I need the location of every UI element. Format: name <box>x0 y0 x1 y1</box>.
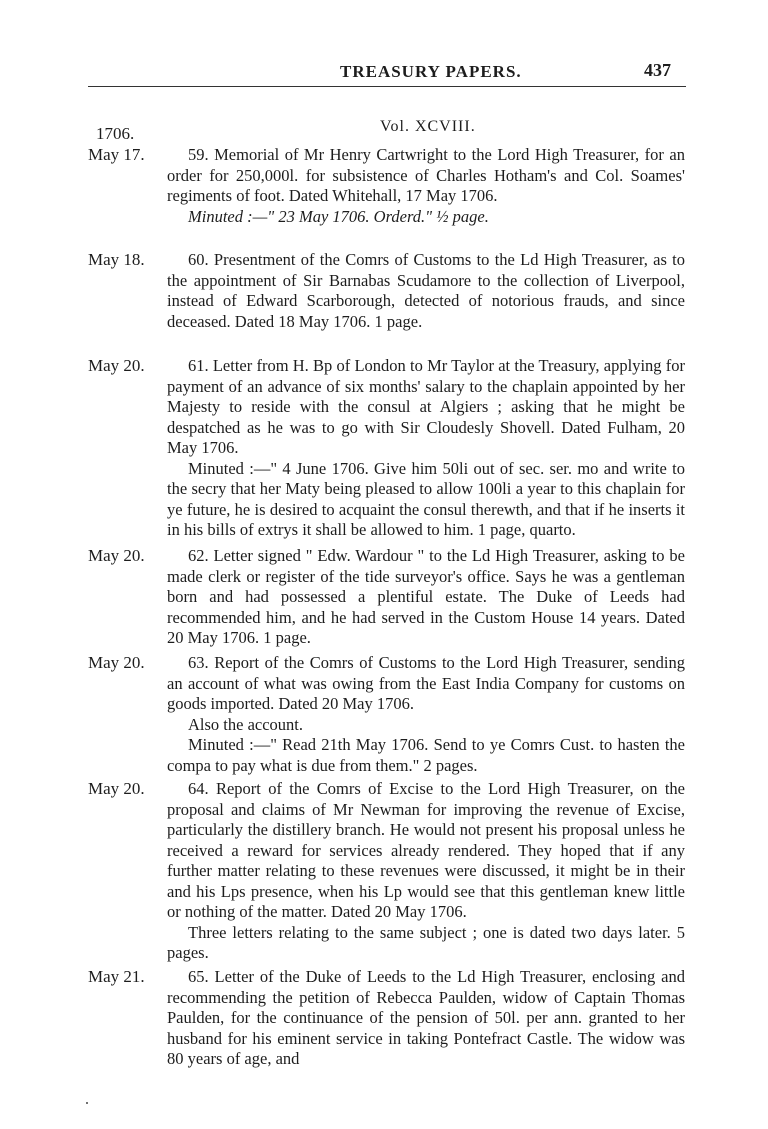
entry-date: May 21. <box>88 967 145 986</box>
entry-text: 65. Letter of the Duke of Leeds to the Ld High Treasurer, enclosing and recommending the petition of Rebecca Paulden, widow of Captain Thomas Paulden, for the continuance of the pension of 50l. per ann. granted to her husband for his eminent service in taking Pontefract Castle. The widow was 80 years of age, and <box>167 967 685 1068</box>
page-number: 437 <box>644 60 671 80</box>
header-rule <box>88 86 686 87</box>
entry-body <box>167 546 685 649</box>
entry-date: May 20. <box>88 546 145 565</box>
entry-text: 62. Letter signed " Edw. Wardour " to the Ld High Treasurer, asking to be made clerk or register of the tide surveyor's office. Says he was a gentleman born and had possessed a plentiful estate. The Duke of Leeds had recommended him, and he had served in the Custom House 14 years. Dated 20 May 1706. 1 page. <box>167 546 685 647</box>
header-title: TREASURY PAPERS. <box>340 62 522 81</box>
entry-extra: Also the account. <box>188 714 304 734</box>
entry-body <box>167 145 685 227</box>
entry-body <box>167 653 685 776</box>
entry-date: May 20. <box>88 779 145 798</box>
entry-date: May 20. <box>88 653 145 672</box>
entry-body <box>167 356 685 541</box>
entry-minute: Minuted :—" Read 21th May 1706. Send to ye Comrs Cust. to hasten the compa to pay what is due from them." 2 pages. <box>167 735 685 775</box>
entry-text: 59. Memorial of Mr Henry Cartwright to the Lord High Treasurer, for an order for 250,000l. for subsistence of Charles Hotham's and Col. Soames' regiments of foot. Dated Whitehall, 17 May 1706. <box>167 145 685 205</box>
running-header <box>0 58 768 88</box>
entry-date: May 17. <box>88 145 145 164</box>
entry-text: 64. Report of the Comrs of Excise to the Lord High Treasurer, on the proposal and claims of Mr Newman for improving the revenue of Excise, particularly the distillery branch. He would not present his proposal unless he received a reward for services already rendered. They hoped that if any further matter relating to these revenues were discussed, it might be in their and his Lps presence, when his Lp would see that this gentleman knew little or nothing of the matter. Dated 20 May 1706. <box>167 779 685 921</box>
entry-extra: Three letters relating to the same subject ; one is dated two days later. 5 pages. <box>167 922 685 962</box>
entry-body <box>167 250 685 332</box>
entry-text: 63. Report of the Comrs of Customs to the Lord High Treasurer, sending an account of what was owing from the East India Company for customs on goods imported. Dated 20 May 1706. <box>167 653 685 713</box>
entry-date: May 18. <box>88 250 145 269</box>
entry-date: May 20. <box>88 356 145 375</box>
volume-heading: Vol. XCVIII. <box>380 118 476 135</box>
entry-text: 61. Letter from H. Bp of London to Mr Taylor at the Treasury, applying for payment of an advance of six months' salary to the chaplain appointed by her Majesty to reside with the consul at Algiers ; asking that he might be despatched as he was to go with Sir Cloudesly Shovell. Dated Fulham, 20 May 1706. <box>167 356 685 457</box>
entry-body <box>167 967 685 1070</box>
year-label: 1706. <box>96 124 135 143</box>
entry-minute: Minuted :—" 4 June 1706. Give him 50li out of sec. ser. mo and write to the secry that her Maty being pleased to allow 100li a year to this chaplain for ye future, he is desired to acquaint the consul therewth, and that if he inserts it in his bills of extrys it shall be allowed to him. 1 page, quarto. <box>167 458 685 539</box>
entry-text: 60. Presentment of the Comrs of Customs to the Ld High Treasurer, as to the appointment of Sir Barnabas Scudamore to the collection of Liverpool, instead of Edward Scarborough, detected of notorious frauds, and since deceased. Dated 18 May 1706. 1 page. <box>167 250 685 331</box>
entry-body <box>167 779 685 964</box>
entry-minute: Minuted :—" 23 May 1706. Orderd." ½ page. <box>188 206 489 226</box>
page-mark <box>86 1102 88 1104</box>
